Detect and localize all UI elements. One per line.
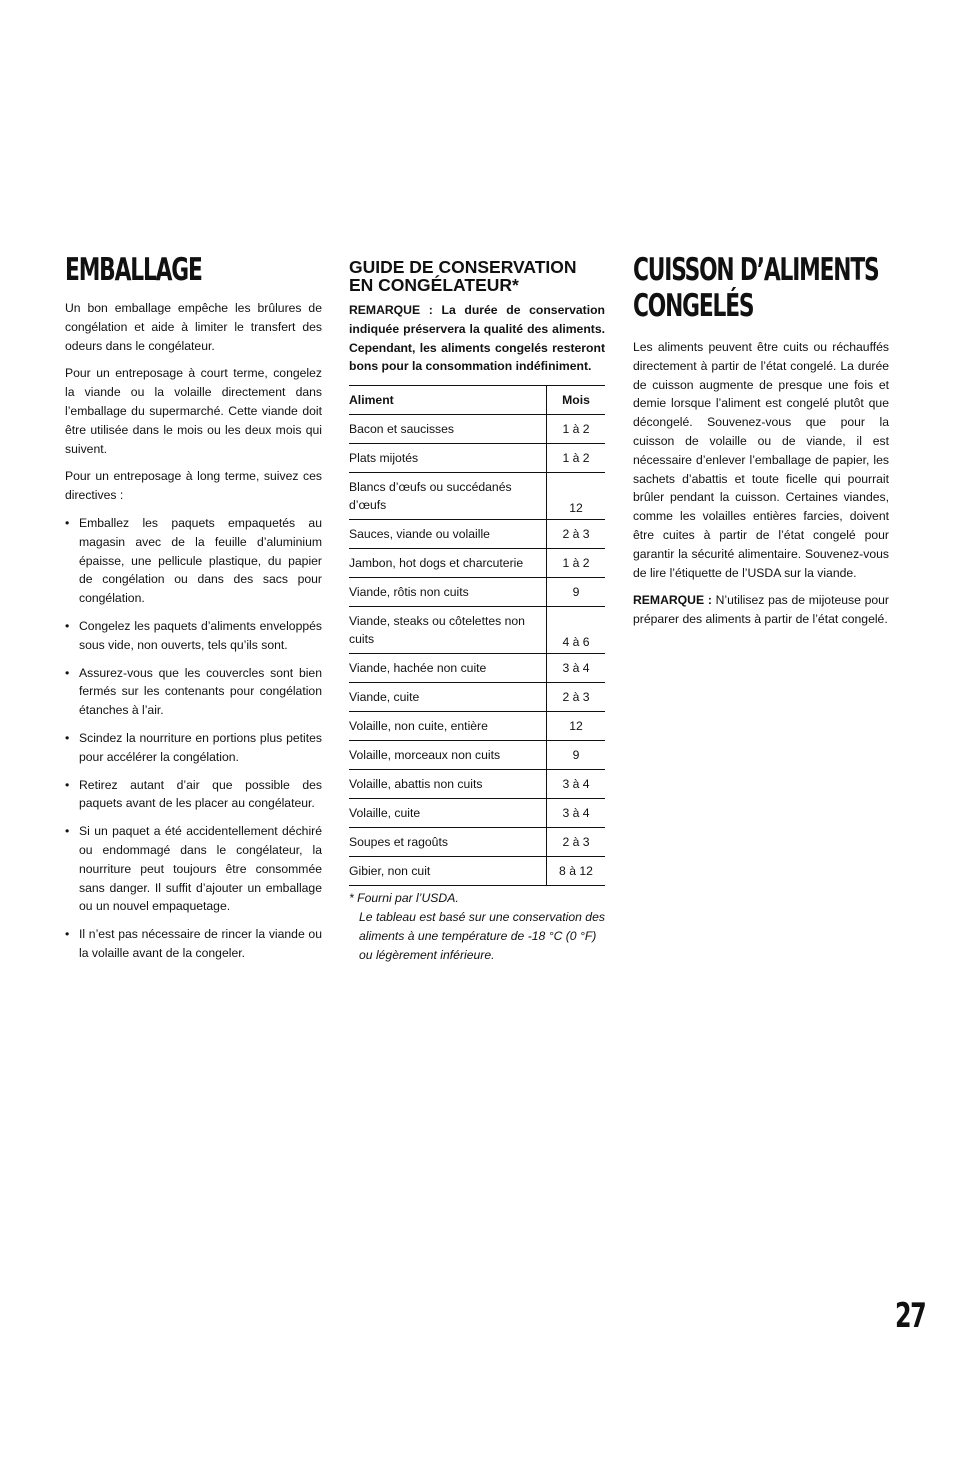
cell-aliment: Soupes et ragoûts <box>349 835 448 850</box>
guide-note: REMARQUE : La durée de conservation indiquée préservera la qualité des aliments. Cependant, les aliments congelés resteront bons pour la consommation indéfiniment. <box>349 303 605 374</box>
cell-mois: 3 à 4 <box>547 770 606 799</box>
table-row <box>349 799 605 828</box>
page-number: 27 <box>895 1296 926 1336</box>
cuisson-title-line1: CUISSON D’ALIMENTS <box>633 252 879 288</box>
table-row <box>349 741 605 770</box>
list-item: • Scindez la nourriture en portions plus petites pour accélérer la congélation. <box>65 729 322 767</box>
list-item: • Congelez les paquets d’aliments enveloppés sous vide, non ouverts, tels qu’ils sont. <box>65 617 322 655</box>
cell-mois: 1 à 2 <box>547 444 606 473</box>
list-item: • Retirez autant d’air que possible des paquets avant de les placer au congélateur. <box>65 776 322 814</box>
table-row <box>349 520 605 549</box>
emballage-title: EMBALLAGE <box>65 252 202 288</box>
table-row <box>349 473 605 520</box>
list-item: • Si un paquet a été accidentellement déchiré ou endommagé dans le congélateur, la nourriture peut toujours être consommée sans danger. Il suffit d’ajouter un emballage ou un nouvel empaquetage. <box>65 822 322 916</box>
cell-aliment: Viande, hachée non cuite <box>349 661 487 676</box>
emballage-intro: Un bon emballage empêche les brûlures de congélation et aide à limiter le transfert des odeurs dans le congélateur. <box>65 301 322 353</box>
table-header-row <box>349 386 605 415</box>
table-row <box>349 578 605 607</box>
table-row <box>349 415 605 444</box>
table-row <box>349 828 605 857</box>
table-footnote <box>349 889 605 964</box>
footnote-temperature: Le tableau est basé sur une conservation des aliments à une température de -18 °C (0 °F) ou légèrement inférieure. <box>359 909 605 962</box>
cell-aliment: Sauces, viande ou volaille <box>349 527 490 542</box>
table-row <box>349 654 605 683</box>
cell-aliment: Bacon et saucisses <box>349 422 455 437</box>
cell-aliment: Volaille, morceaux non cuits <box>349 748 501 763</box>
cell-aliment: Blancs d’œufs ou succédanés d’œufs <box>349 480 512 513</box>
cuisson-title-line2: CONGELÉS <box>633 288 754 324</box>
cell-mois: 1 à 2 <box>547 415 606 444</box>
cell-aliment: Viande, cuite <box>349 690 420 705</box>
header-aliment: Aliment <box>349 393 394 408</box>
guide-section <box>349 252 605 964</box>
cell-mois: 4 à 6 <box>547 607 606 654</box>
cell-aliment: Viande, steaks ou côtelettes non cuits <box>349 614 525 647</box>
cell-mois: 9 <box>547 741 606 770</box>
table-row <box>349 607 605 654</box>
cell-aliment: Gibier, non cuit <box>349 864 431 879</box>
conservation-table <box>349 385 605 886</box>
cell-mois: 2 à 3 <box>547 520 606 549</box>
emballage-long-term: Pour un entreposage à long terme, suivez ces directives : <box>65 469 322 503</box>
emballage-section <box>65 252 322 972</box>
table-row <box>349 444 605 473</box>
list-item: • Il n’est pas nécessaire de rincer la viande ou la volaille avant de la congeler. <box>65 925 322 963</box>
table-row <box>349 683 605 712</box>
cuisson-note-label: REMARQUE : <box>633 593 712 608</box>
cuisson-note <box>633 591 889 629</box>
cell-mois: 3 à 4 <box>547 799 606 828</box>
table-row <box>349 857 605 886</box>
cell-mois: 1 à 2 <box>547 549 606 578</box>
header-mois: Mois <box>547 386 606 415</box>
emballage-bullet-list <box>65 514 322 963</box>
table-row <box>349 549 605 578</box>
emballage-short-term: Pour un entreposage à court terme, congelez la viande ou la volaille directement dans l’emballage du supermarché. Cette viande doit être utilisée dans le mois ou les deux mois qui suivent. <box>65 366 322 456</box>
guide-title: GUIDE DE CONSERVATION EN CONGÉLATEUR* <box>349 257 577 295</box>
cell-mois: 9 <box>547 578 606 607</box>
cell-mois: 12 <box>547 712 606 741</box>
table-row <box>349 770 605 799</box>
cell-aliment: Plats mijotés <box>349 451 419 466</box>
list-item: • Assurez-vous que les couvercles sont bien fermés sur les contenants pour congélation étanches à l’air. <box>65 664 322 720</box>
cuisson-section <box>633 252 889 638</box>
cell-aliment: Jambon, hot dogs et charcuterie <box>349 556 524 571</box>
cell-aliment: Viande, rôtis non cuits <box>349 585 469 600</box>
cuisson-note-text: N’utilisez pas de mijoteuse pour préparer des aliments à partir de l’état congelé. <box>633 593 889 627</box>
cell-aliment: Volaille, non cuite, entière <box>349 719 488 734</box>
cell-mois: 3 à 4 <box>547 654 606 683</box>
footnote-source: * Fourni par l’USDA. <box>349 891 459 906</box>
cell-mois: 8 à 12 <box>547 857 606 886</box>
cell-aliment: Volaille, cuite <box>349 806 421 821</box>
cell-aliment: Volaille, abattis non cuits <box>349 777 483 792</box>
cuisson-body: Les aliments peuvent être cuits ou réchauffés directement à partir de l’état congelé. La durée de cuisson augmente de presque une fois et demie lorsque l’aliment est congelé plutôt que décongelé. Souvenez-vous que pour la cuisson de volaille ou de viande, il est nécessaire d’enlever l’emballage de papier, les sachets d’abattis et toute ficelle qui pourrait brûler pendant la cuisson. Certaines viandes, comme les volailles entières farcies, doivent être cuites à partir de l’état congelé pour garantir la sécurité alimentaire. Souvenez-vous de lire l’étiquette de l’USDA sur la viande. <box>633 340 889 580</box>
cuisson-title <box>633 252 879 324</box>
list-item: • Emballez les paquets empaquetés au magasin avec de la feuille d’aluminium épaisse, une pellicule plastique, du papier de congélation ou dans des sacs pour congélation. <box>65 514 322 608</box>
table-row <box>349 712 605 741</box>
cell-mois: 12 <box>547 473 606 520</box>
cell-mois: 2 à 3 <box>547 828 606 857</box>
cell-mois: 2 à 3 <box>547 683 606 712</box>
